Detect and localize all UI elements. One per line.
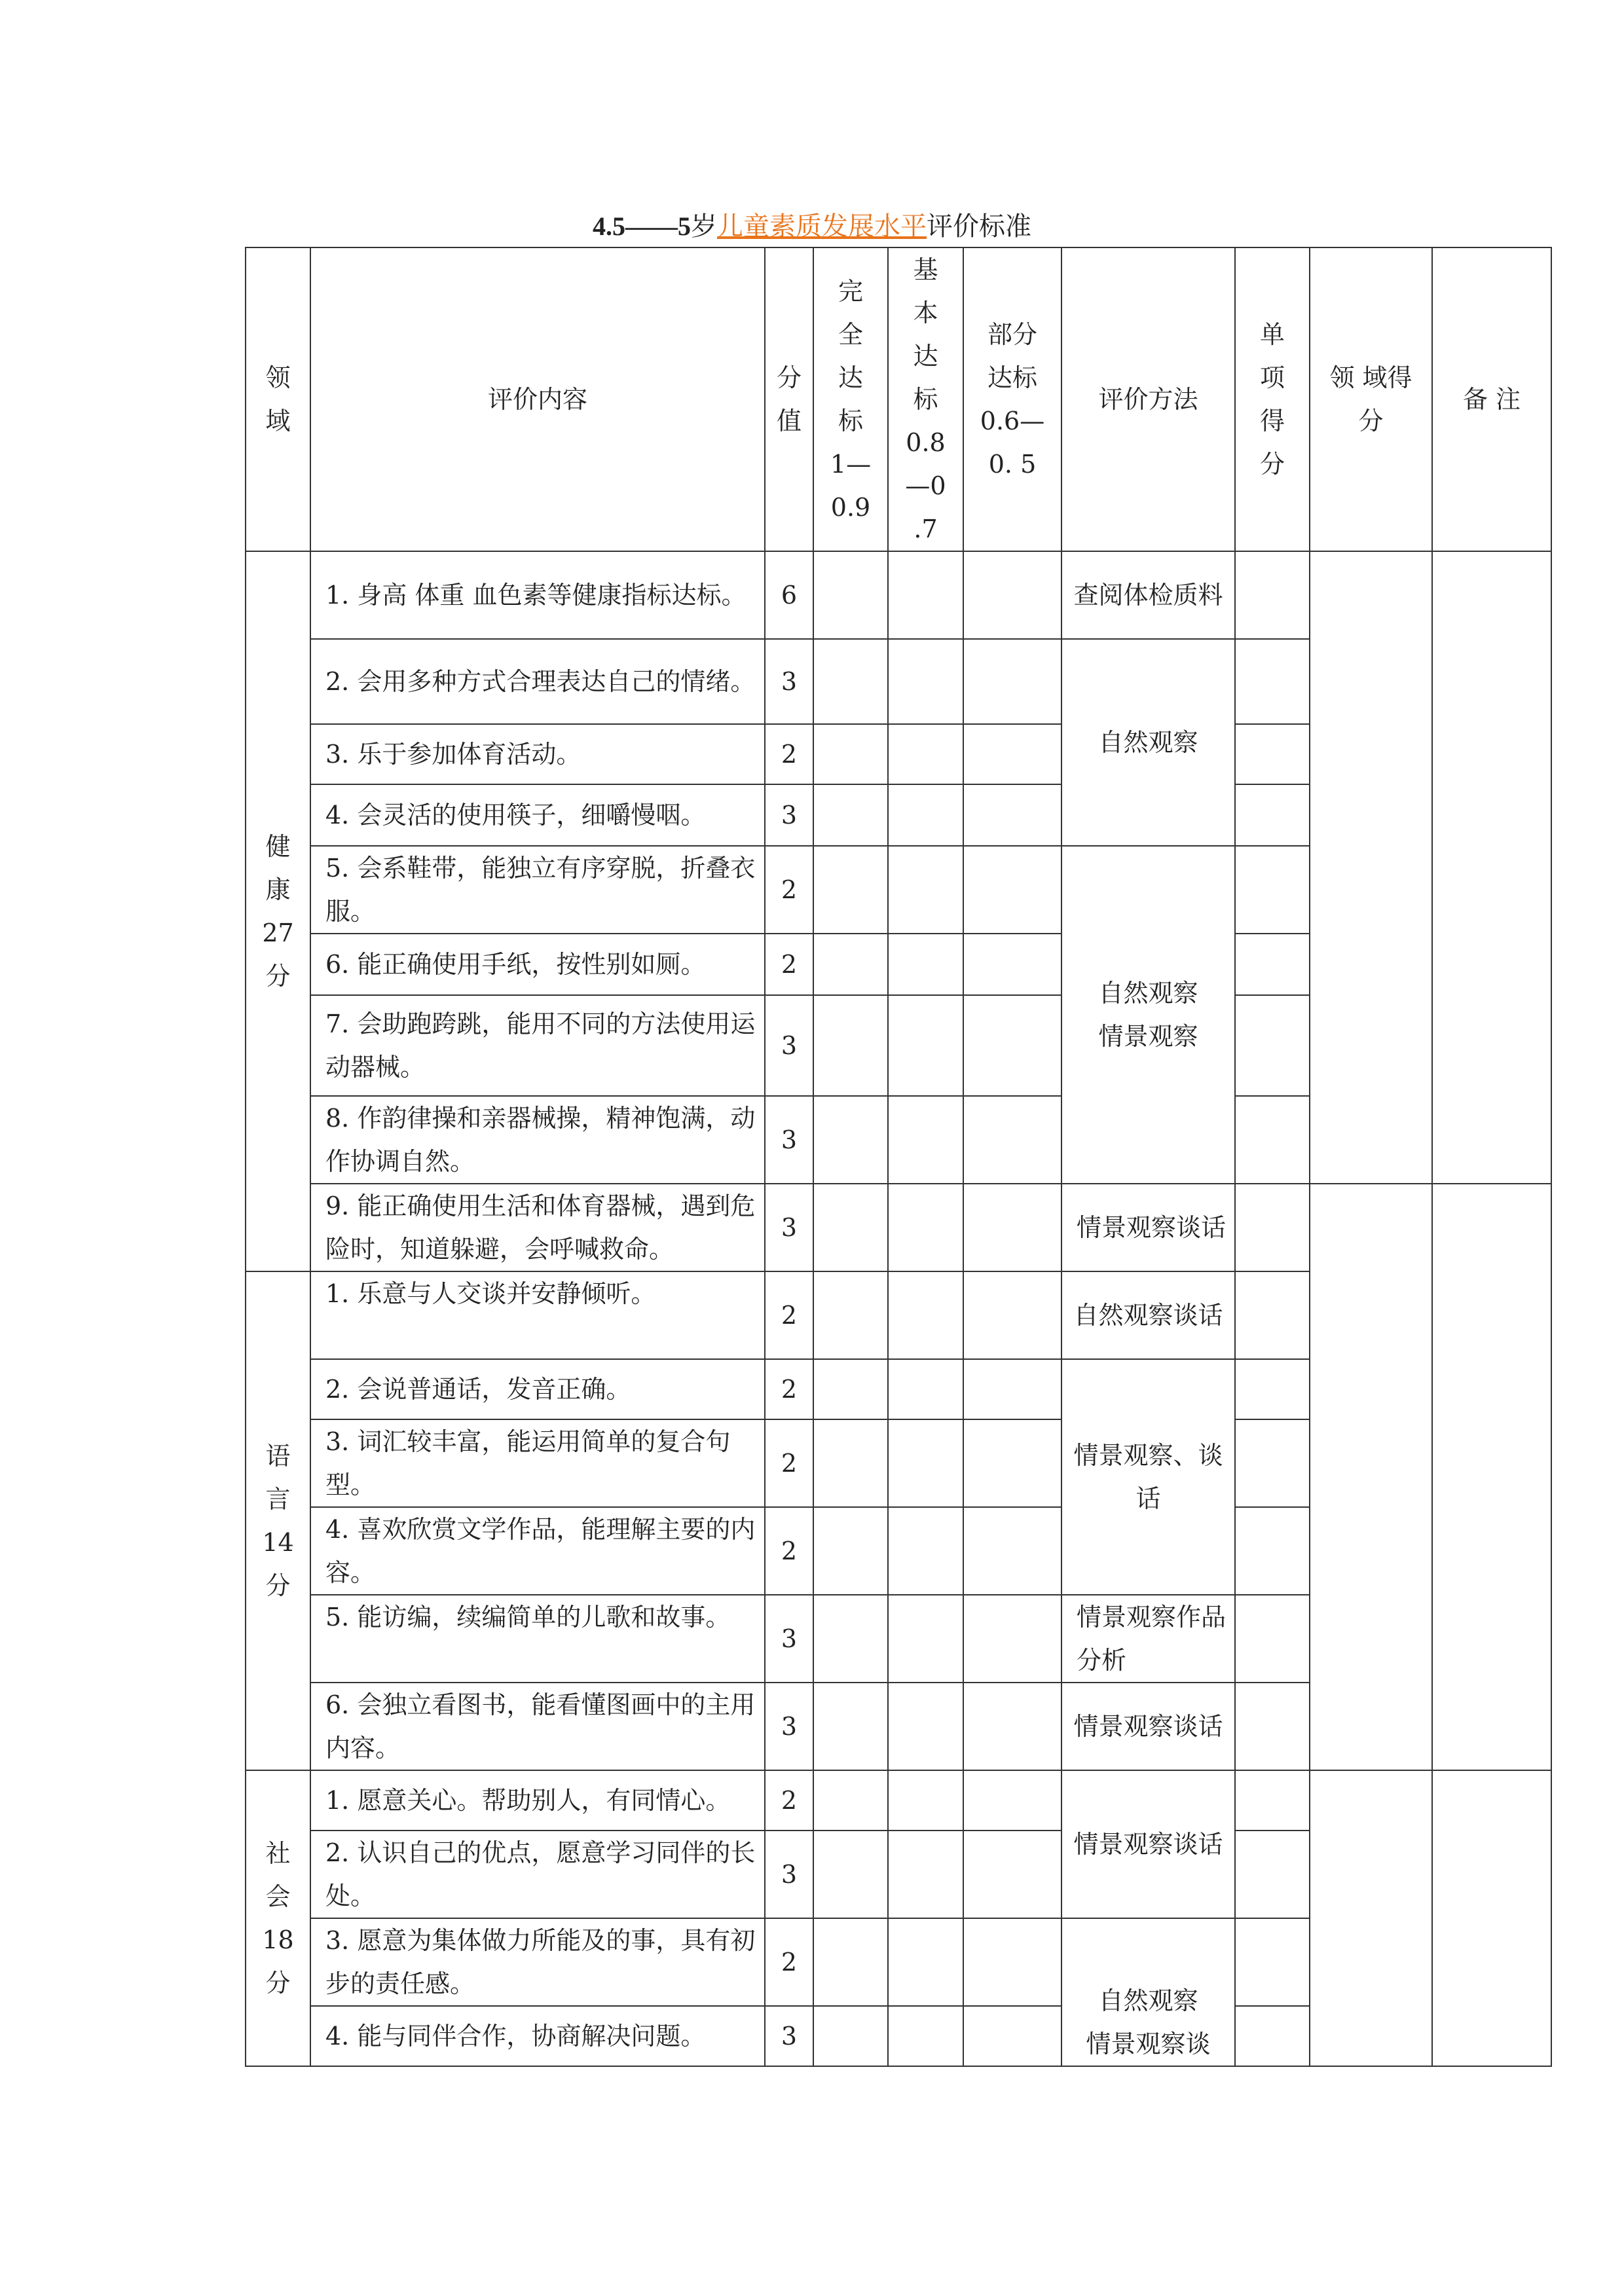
cell-full[interactable]: [813, 1595, 888, 1683]
row-score: 2: [765, 1918, 813, 2006]
cell-remark[interactable]: [1432, 1770, 1551, 2066]
cell-partial[interactable]: [963, 1770, 1061, 1831]
row-content: 8. 作韵律操和亲器械操，精神饱满，动作协调自然。: [310, 1096, 765, 1184]
row-content: 7. 会助跑跨跳，能用不同的方法使用运动器械。: [310, 995, 765, 1096]
cell-single[interactable]: [1235, 639, 1310, 724]
cell-basic[interactable]: [888, 1359, 963, 1419]
row-score: 3: [765, 784, 813, 846]
row-score: 3: [765, 1683, 813, 1770]
header-basic: 基 本 达 标 0.8 —0 .7: [888, 247, 963, 551]
cell-basic[interactable]: [888, 551, 963, 639]
header-full: 完 全 达 标 1— 0.9: [813, 247, 888, 551]
cell-full[interactable]: [813, 1683, 888, 1770]
cell-single[interactable]: [1235, 1184, 1310, 1271]
cell-full[interactable]: [813, 551, 888, 639]
header-method: 评价方法: [1061, 247, 1235, 551]
cell-partial[interactable]: [963, 934, 1061, 995]
cell-basic[interactable]: [888, 1770, 963, 1831]
domain-language: 语 言 14 分: [246, 1271, 310, 1770]
header-remark: 备 注: [1432, 247, 1551, 551]
cell-basic[interactable]: [888, 1271, 963, 1359]
title-mid: 岁: [691, 211, 717, 242]
cell-partial[interactable]: [963, 1595, 1061, 1683]
cell-partial[interactable]: [963, 784, 1061, 846]
cell-full[interactable]: [813, 1507, 888, 1595]
cell-full[interactable]: [813, 1918, 888, 2006]
cell-single[interactable]: [1235, 724, 1310, 784]
row-score: 2: [765, 724, 813, 784]
row-method: 情景观察谈话: [1061, 1184, 1235, 1271]
row-score: 3: [765, 1096, 813, 1184]
row-content: 6. 能正确使用手纸，按性别如厕。: [310, 934, 765, 995]
row-score: 3: [765, 639, 813, 724]
row-score: 2: [765, 1419, 813, 1507]
row-content: 2. 会用多种方式合理表达自己的情绪。: [310, 639, 765, 724]
cell-full[interactable]: [813, 1096, 888, 1184]
cell-remark[interactable]: [1432, 551, 1551, 1184]
header-row: [246, 247, 1551, 551]
cell-single[interactable]: [1235, 1683, 1310, 1770]
cell-single[interactable]: [1235, 1419, 1310, 1507]
row-content: 3. 词汇较丰富，能运用简单的复合句型。: [310, 1419, 765, 1507]
row-method: 情景观察、谈话: [1061, 1359, 1235, 1595]
title-prefix: 4.5——5: [593, 211, 691, 241]
cell-single[interactable]: [1235, 1918, 1310, 2006]
cell-partial[interactable]: [963, 1359, 1061, 1419]
row-content: 4. 会灵活的使用筷子，细嚼慢咽。: [310, 784, 765, 846]
cell-single[interactable]: [1235, 1595, 1310, 1683]
row-content: 6. 会独立看图书，能看懂图画中的主用内容。: [310, 1683, 765, 1770]
row-content: 1. 身高 体重 血色素等健康指标达标。: [310, 551, 765, 639]
row-content: 4. 喜欢欣赏文学作品，能理解主要的内容。: [310, 1507, 765, 1595]
cell-partial[interactable]: [963, 1831, 1061, 1918]
cell-single[interactable]: [1235, 846, 1310, 934]
evaluation-table: [245, 247, 1552, 2067]
cell-partial[interactable]: [963, 1184, 1061, 1271]
cell-single[interactable]: [1235, 784, 1310, 846]
row-content: 3. 乐于参加体育活动。: [310, 724, 765, 784]
header-score: 分 值: [765, 247, 813, 551]
cell-single[interactable]: [1235, 1831, 1310, 1918]
cell-single[interactable]: [1235, 1770, 1310, 1831]
row-score: 2: [765, 846, 813, 934]
domain-health: 健 康 27 分: [246, 551, 310, 1271]
row-score: 2: [765, 1507, 813, 1595]
header-domain-score: 领 域得 分: [1310, 247, 1432, 551]
cell-full[interactable]: [813, 934, 888, 995]
row-method: 自然观察 情景观察谈: [1061, 1918, 1235, 2066]
row-method: 情景观察谈话: [1061, 1683, 1235, 1770]
row-content: 9. 能正确使用生活和体育器械，遇到危险时，知道躲避，会呼喊救命。: [310, 1184, 765, 1271]
row-score: 6: [765, 551, 813, 639]
table-row: [246, 1184, 1551, 1271]
cell-remark[interactable]: [1432, 1184, 1551, 1770]
cell-basic[interactable]: [888, 1918, 963, 2006]
cell-basic[interactable]: [888, 1507, 963, 1595]
cell-full[interactable]: [813, 1359, 888, 1419]
cell-partial[interactable]: [963, 995, 1061, 1096]
row-content: 5. 会系鞋带，能独立有序穿脱，折叠衣服。: [310, 846, 765, 934]
cell-partial[interactable]: [963, 1419, 1061, 1507]
row-score: 3: [765, 1595, 813, 1683]
cell-full[interactable]: [813, 1184, 888, 1271]
cell-partial[interactable]: [963, 846, 1061, 934]
header-domain: 领 域: [246, 247, 310, 551]
cell-domain-score[interactable]: [1310, 1184, 1432, 1770]
header-single: 单 项 得 分: [1235, 247, 1310, 551]
cell-full[interactable]: [813, 724, 888, 784]
row-score: 3: [765, 1184, 813, 1271]
cell-basic[interactable]: [888, 639, 963, 724]
cell-full[interactable]: [813, 1271, 888, 1359]
row-method: 查阅体检质料: [1061, 551, 1235, 639]
cell-full[interactable]: [813, 1770, 888, 1831]
row-method: 自然观察谈话: [1061, 1271, 1235, 1359]
row-content: 5. 能访编，续编简单的儿歌和故事。: [310, 1595, 765, 1683]
cell-full[interactable]: [813, 639, 888, 724]
domain-social: 社 会 18 分: [246, 1770, 310, 2066]
row-score: 2: [765, 934, 813, 995]
row-score: 2: [765, 1271, 813, 1359]
cell-domain-score[interactable]: [1310, 1770, 1432, 2066]
cell-single[interactable]: [1235, 2006, 1310, 2066]
cell-domain-score[interactable]: [1310, 551, 1432, 1184]
cell-full[interactable]: [813, 1419, 888, 1507]
cell-partial[interactable]: [963, 1271, 1061, 1359]
cell-single[interactable]: [1235, 1359, 1310, 1419]
row-score: 2: [765, 1359, 813, 1419]
cell-single[interactable]: [1235, 1507, 1310, 1595]
cell-single[interactable]: [1235, 1096, 1310, 1184]
cell-full[interactable]: [813, 846, 888, 934]
cell-partial[interactable]: [963, 551, 1061, 639]
cell-basic[interactable]: [888, 934, 963, 995]
cell-partial[interactable]: [963, 724, 1061, 784]
cell-partial[interactable]: [963, 1918, 1061, 2006]
cell-basic[interactable]: [888, 2006, 963, 2066]
row-content: 4. 能与同伴合作，协商解决问题。: [310, 2006, 765, 2066]
row-method: 自然观察: [1061, 639, 1235, 846]
row-score: 3: [765, 995, 813, 1096]
table-row: [246, 1770, 1551, 1831]
cell-basic[interactable]: [888, 1419, 963, 1507]
row-content: 2. 会说普通话，发音正确。: [310, 1359, 765, 1419]
cell-single[interactable]: [1235, 551, 1310, 639]
row-content: 3. 愿意为集体做力所能及的事，具有初步的责任感。: [310, 1918, 765, 2006]
cell-basic[interactable]: [888, 1184, 963, 1271]
cell-basic[interactable]: [888, 1096, 963, 1184]
cell-single[interactable]: [1235, 934, 1310, 995]
cell-partial[interactable]: [963, 639, 1061, 724]
cell-partial[interactable]: [963, 1507, 1061, 1595]
row-method: 情景观察谈话: [1061, 1770, 1235, 1918]
cell-full[interactable]: [813, 1831, 888, 1918]
row-score: 3: [765, 1831, 813, 1918]
header-partial: 部分 达标 0.6— 0. 5: [963, 247, 1061, 551]
cell-full[interactable]: [813, 2006, 888, 2066]
cell-full[interactable]: [813, 784, 888, 846]
title-link[interactable]: 儿童素质发展水平: [717, 211, 927, 242]
cell-partial[interactable]: [963, 2006, 1061, 2066]
table-row: [246, 551, 1551, 639]
title-suffix: 评价标准: [927, 211, 1031, 242]
row-content: 1. 乐意与人交谈并安静倾听。: [310, 1271, 765, 1359]
row-score: 2: [765, 1770, 813, 1831]
page-title: [0, 208, 1624, 245]
cell-basic[interactable]: [888, 1595, 963, 1683]
cell-basic[interactable]: [888, 995, 963, 1096]
cell-partial[interactable]: [963, 1096, 1061, 1184]
row-content: 1. 愿意关心。帮助别人，有同情心。: [310, 1770, 765, 1831]
row-method: 情景观察作品分析: [1061, 1595, 1235, 1683]
cell-basic[interactable]: [888, 784, 963, 846]
row-content: 2. 认识自己的优点，愿意学习同伴的长处。: [310, 1831, 765, 1918]
cell-single[interactable]: [1235, 1271, 1310, 1359]
cell-basic[interactable]: [888, 1831, 963, 1918]
row-score: 3: [765, 2006, 813, 2066]
cell-basic[interactable]: [888, 846, 963, 934]
header-content: 评价内容: [310, 247, 765, 551]
cell-basic[interactable]: [888, 1683, 963, 1770]
cell-full[interactable]: [813, 995, 888, 1096]
cell-basic[interactable]: [888, 724, 963, 784]
cell-single[interactable]: [1235, 995, 1310, 1096]
row-method: 自然观察 情景观察: [1061, 846, 1235, 1184]
cell-partial[interactable]: [963, 1683, 1061, 1770]
